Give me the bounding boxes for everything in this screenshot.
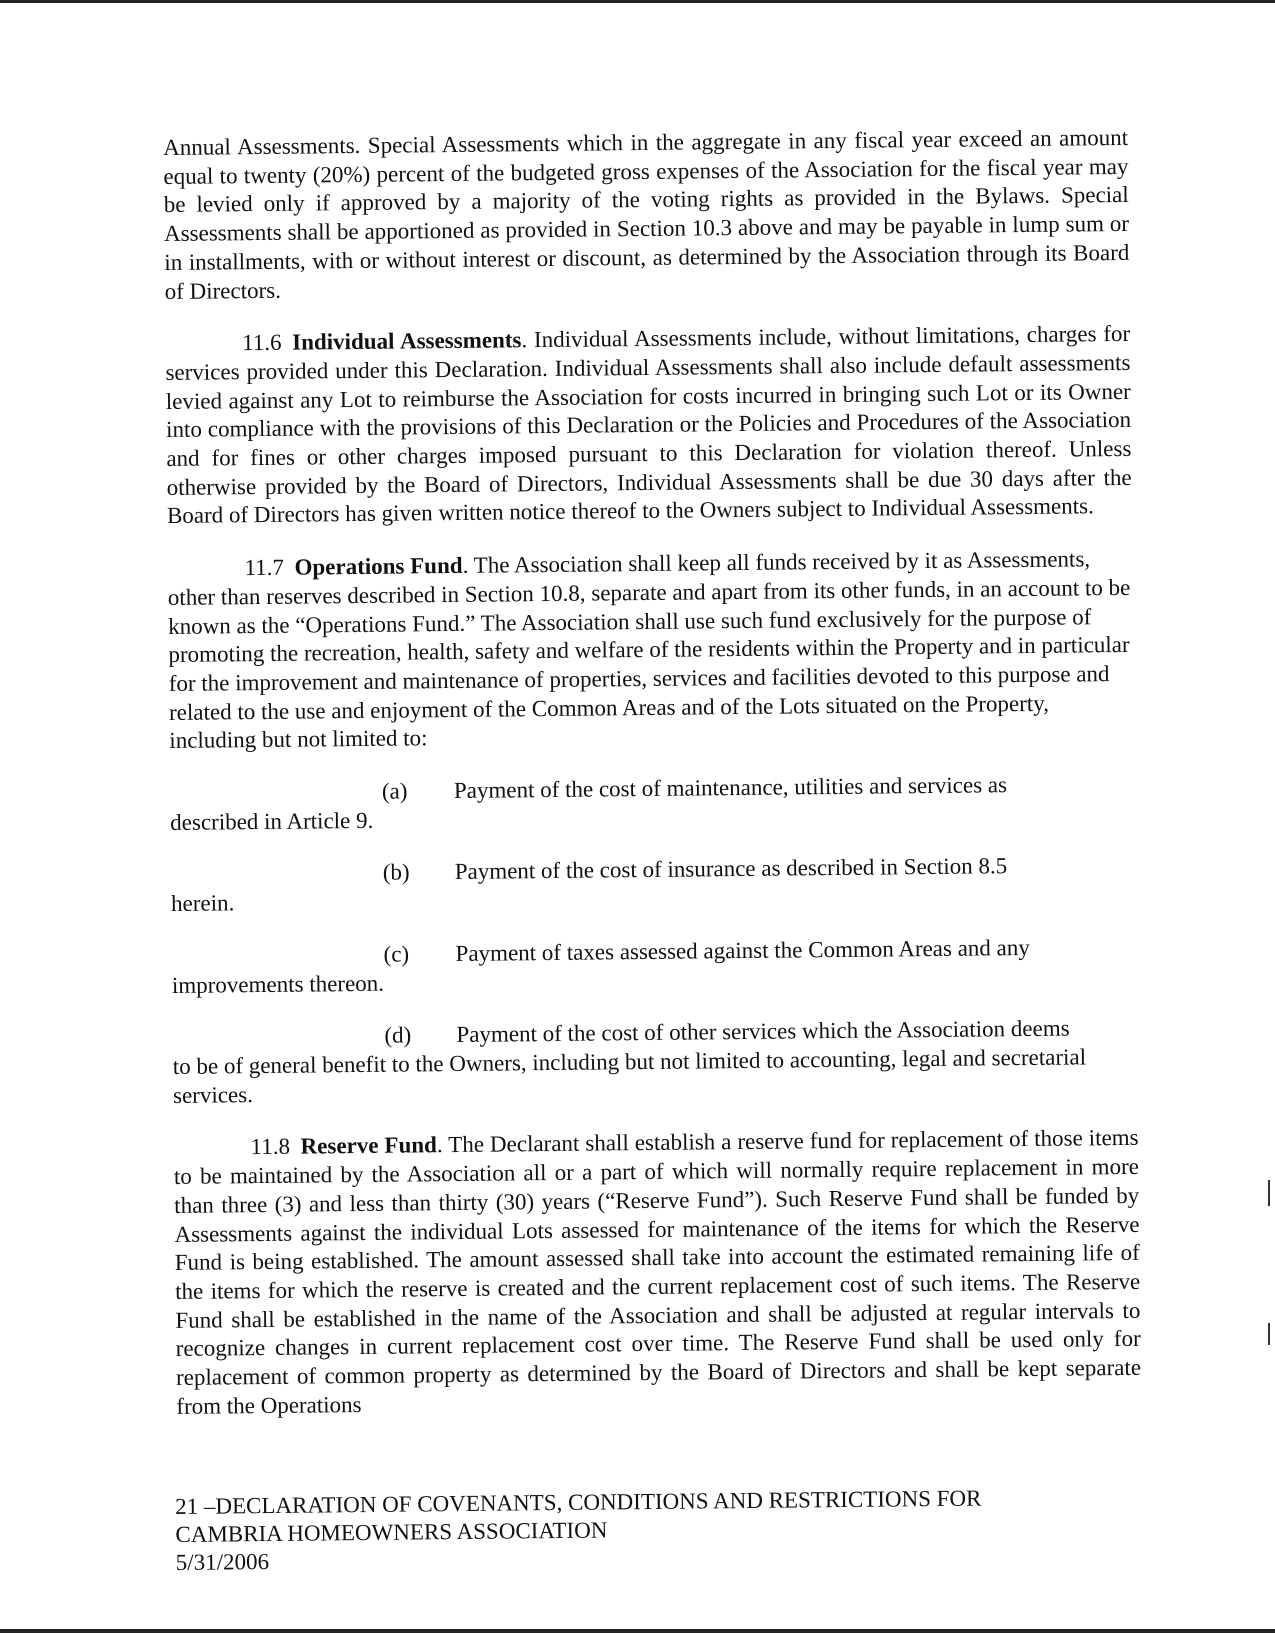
list-item-text: Payment of the cost of maintenance, utilities and services as — [453, 772, 1008, 804]
list-item-letter: (b) — [382, 859, 410, 886]
section-11-6 — [165, 320, 1132, 531]
section-11-7 — [167, 545, 1134, 756]
section-text: . The Association shall keep all funds received by it as Assessments, other than reserves described in Section 10.8, separate and apart from its other funds, in an account to be known as the “Operations Fund.” The Association shall use such fund exclusively for the purpose of promoting the recreation, health, safety and welfare of the residents within the Property and in particular for the improvement and maintenance of properties, services and facilities devoted to this purpose and related to the use and enjoyment of the Common Areas and of the Lots situated on the Property, including but not limited to: — [167, 546, 1131, 754]
section-heading: Reserve Fund — [300, 1132, 438, 1160]
section-number: 11.8 — [250, 1134, 291, 1160]
list-item — [171, 933, 1137, 1001]
list-item — [170, 770, 1136, 838]
section-text: . The Declarant shall establish a reserve fund for replacement of those items to be maintained by the Association all or a part of which will normally require replacement in more than three (3) and less than thirty (30) years (“Reserve Fund”). Such Reserve Fund shall be funded by Assessments against the individual Lots assessed for maintenance of the items for which the Reserve Fund is being established. The amount assessed shall take into account the estimated remaining life of the items for which the reserve is created and the current replacement cost of such items. The Reserve Fund shall be established in the name of the Association and shall be adjusted at regular intervals to recognize changes in current replacement cost over time. The Reserve Fund shall be used only for replacement of common property as determined by the Board of Directors and shall be kept separate from the Operations — [173, 1125, 1142, 1419]
footer-date: 5/31/2006 — [175, 1549, 270, 1575]
page-footer — [175, 1484, 1076, 1577]
list-item-letter: (d) — [384, 1022, 412, 1049]
page-bottom-edge — [0, 1629, 1275, 1633]
continuation-paragraph: Annual Assessments. Special Assessments which in the aggregate in any fiscal year exceed an amount equal to twenty (20%) percent of the budgeted gross expenses of the Association for the fiscal year may be levied only if approved by a majority of the voting rights as provided in the Bylaws. Special Assessments shall be apportioned as provided in Section 10.3 above and may be payable in lump sum or in installments, with or without interest or discount, as determined by the Association through its Board of Directors. — [163, 124, 1130, 304]
list-item-text: Payment of taxes assessed against the Common Areas and any — [455, 934, 1030, 966]
footer-title-line: 21 –DECLARATION OF COVENANTS, CONDITIONS AND RESTRICTIONS FOR — [175, 1485, 982, 1519]
list-item-letter: (a) — [381, 778, 408, 804]
list-item-letter: (c) — [383, 941, 410, 967]
section-text: . Individual Assessments include, without limitations, charges for services provided under this Declaration. Individual Assessments shall also include default assessments levied against any Lot to reimburse the Association for costs incurred in bringing such Lot or its Owner into compliance with the provisions of this Declaration or the Policies and Procedures of the Association and for fines or other charges imposed pursuant to this Declaration for violation thereof. Unless otherwise provided by the Board of Directors, Individual Assessments shall be due 30 days after the Board of Directors has given written notice thereof to the Owners subject to Individual Assessments. — [165, 321, 1132, 529]
section-number: 11.7 — [244, 554, 285, 581]
document-body — [163, 124, 1142, 1445]
list-item-continuation: herein. — [170, 890, 235, 917]
scan-mark — [1268, 1180, 1270, 1206]
footer-title-line: CAMBRIA HOMEOWNERS ASSOCIATION — [175, 1517, 608, 1547]
list-item-continuation: described in Article 9. — [170, 807, 374, 835]
scan-mark — [1268, 1323, 1270, 1345]
list-item-text: Payment of the cost of other services which the Association deems — [456, 1015, 1070, 1048]
section-11-8 — [173, 1124, 1141, 1421]
section-heading: Operations Fund — [294, 553, 463, 580]
list-item-continuation: to be of general benefit to the Owners, including but not limited to accounting, legal and secretarial services. — [172, 1044, 1087, 1108]
list-item — [172, 1014, 1138, 1110]
page-top-edge — [0, 0, 1275, 3]
list-item-text: Payment of the cost of insurance as described in Section 8.5 — [454, 853, 1008, 885]
list-item — [171, 851, 1137, 919]
list-item-continuation: improvements thereon. — [171, 970, 385, 998]
section-heading: Individual Assessments — [292, 327, 522, 355]
section-number: 11.6 — [242, 329, 282, 356]
